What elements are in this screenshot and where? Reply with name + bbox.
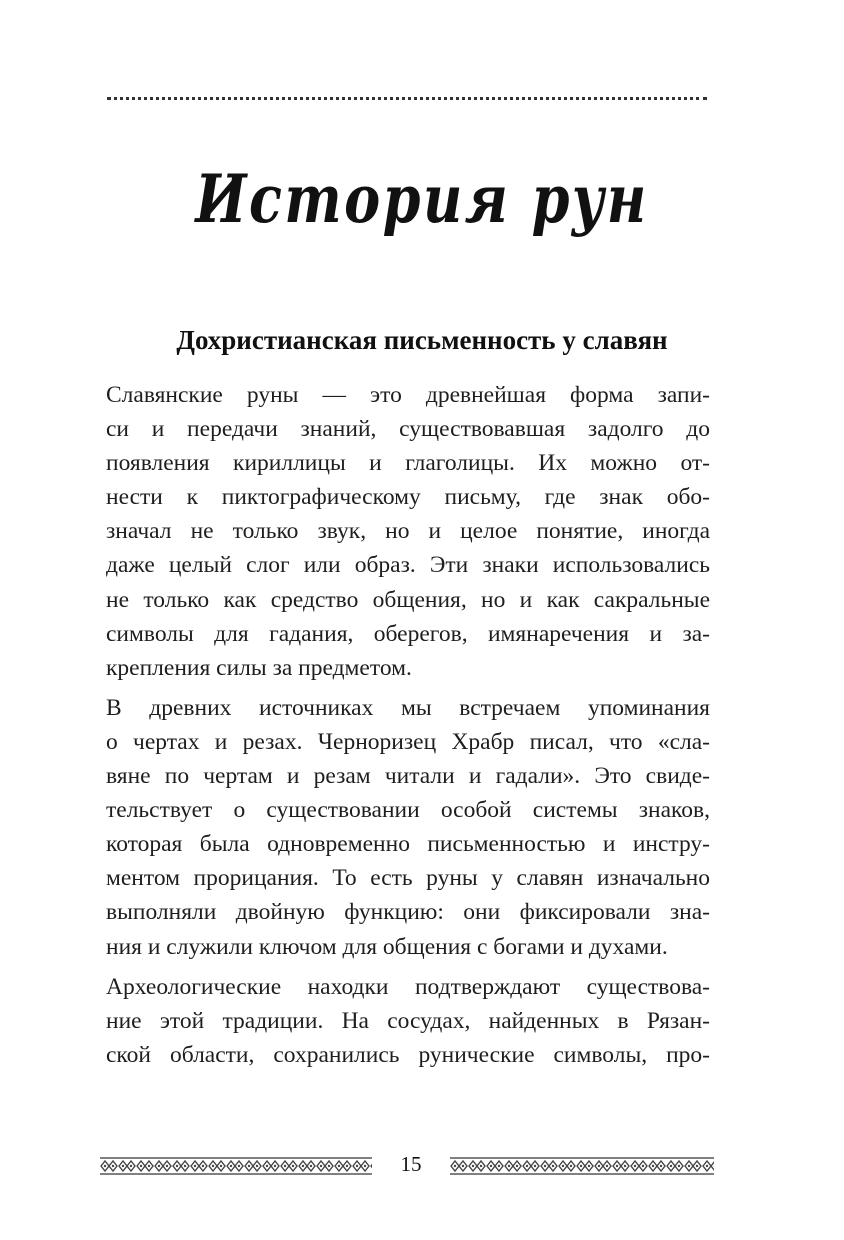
text-line: ской области, сохранились рунические символы, про-: [106, 1041, 710, 1068]
text-line: ние этой традиции. На сосудах, найденных в Рязан-: [106, 1007, 710, 1034]
top-dotted-rule: [107, 97, 707, 100]
page-footer: [100, 1148, 714, 1188]
text-line: Славянские руны — это древнейшая форма запи-: [106, 382, 710, 408]
section-heading: Дохристианская письменность у славян: [176, 325, 668, 355]
text-line: о чертах и резах. Черноризец Храбр писал, что «сла-: [106, 728, 710, 755]
paragraph: [106, 378, 710, 685]
text-line: крепления силы за предметом.: [106, 654, 412, 681]
text-line: вяне по чертам и резам читали и гадали». Это свиде-: [106, 763, 710, 790]
text-line: даже целый слог или образ. Эти знаки использовались: [106, 552, 710, 579]
page-number: 15: [400, 1152, 422, 1176]
paragraph: [106, 691, 710, 964]
text-line: тельствует о существовании особой системы знаков,: [106, 797, 710, 824]
text-line: выполняли двойную функцию: они фиксировали зна-: [106, 899, 710, 926]
ornament-border-icon: [100, 1156, 372, 1176]
text-line: значал не только звук, но и целое понятие, иногда: [106, 518, 710, 545]
text-line: появления кириллицы и глаголицы. Их можно от-: [106, 450, 710, 477]
text-line: си и передачи знаний, существовавшая задолго до: [106, 416, 710, 443]
text-line: не только как средство общения, но и как сакральные: [106, 586, 710, 613]
text-line: которая была одновременно письменностью и инстру-: [106, 831, 710, 858]
text-line: В древних источниках мы встречаем упоминания: [106, 694, 710, 721]
text-line: ментом прорицания. То есть руны у славян изначально: [106, 865, 710, 892]
text-line: Археологические находки подтверждают существова-: [106, 973, 710, 1000]
body-text: [106, 378, 710, 1072]
paragraph: [106, 970, 710, 1072]
text-line: символы для гадания, оберегов, имянаречения и за-: [106, 620, 710, 647]
text-line: нести к пиктографическому письму, где знак обо-: [106, 484, 710, 511]
ornament-border-icon: [450, 1156, 714, 1176]
text-line: ния и служили ключом для общения с богами и духами.: [106, 933, 668, 960]
chapter-title: История рун: [195, 160, 649, 238]
